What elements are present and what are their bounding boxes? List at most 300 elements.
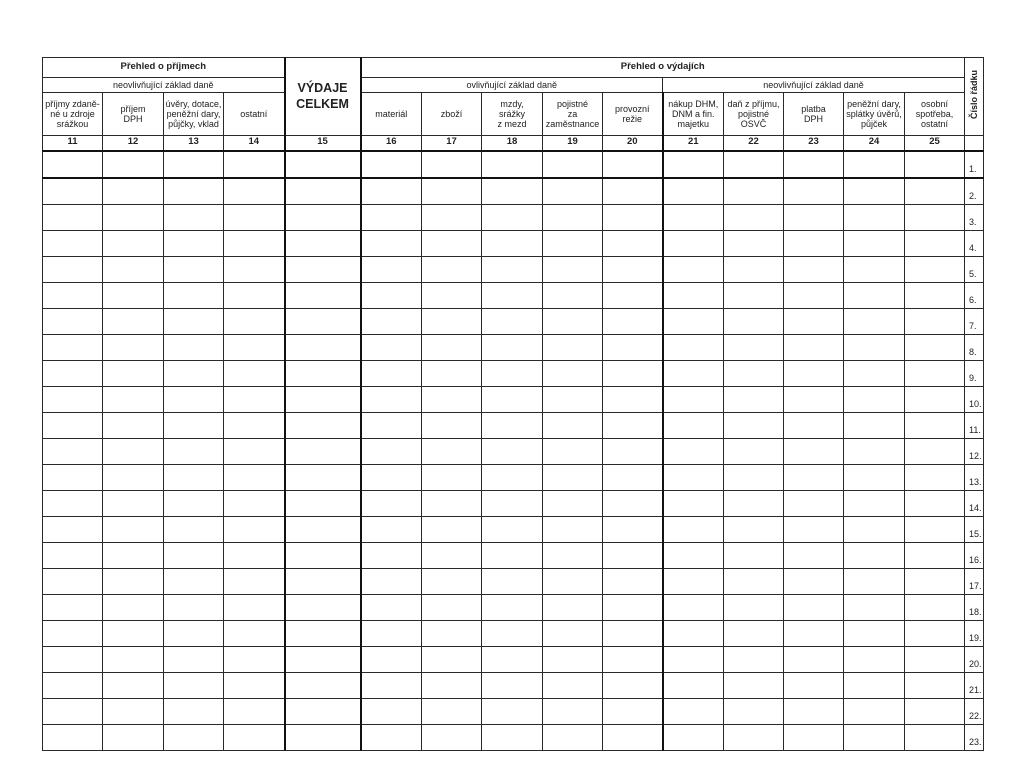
ledger-cell[interactable] [543, 151, 603, 178]
ledger-cell[interactable] [422, 360, 482, 386]
ledger-cell[interactable] [784, 698, 844, 724]
ledger-cell[interactable] [361, 204, 422, 230]
ledger-cell[interactable] [164, 412, 224, 438]
ledger-cell[interactable] [663, 516, 724, 542]
ledger-cell[interactable] [285, 334, 361, 360]
ledger-cell[interactable] [482, 724, 543, 750]
ledger-cell[interactable] [361, 620, 422, 646]
ledger-cell[interactable] [422, 230, 482, 256]
ledger-cell[interactable] [224, 490, 285, 516]
ledger-cell[interactable] [285, 412, 361, 438]
ledger-cell[interactable] [361, 568, 422, 594]
ledger-cell[interactable] [784, 308, 844, 334]
ledger-cell[interactable] [543, 204, 603, 230]
ledger-cell[interactable] [482, 594, 543, 620]
ledger-cell[interactable] [844, 620, 905, 646]
ledger-cell[interactable] [285, 386, 361, 412]
ledger-cell[interactable] [482, 672, 543, 698]
ledger-cell[interactable] [663, 672, 724, 698]
ledger-cell[interactable] [224, 204, 285, 230]
ledger-cell[interactable] [784, 282, 844, 308]
ledger-cell[interactable] [663, 698, 724, 724]
ledger-cell[interactable] [224, 334, 285, 360]
ledger-cell[interactable] [103, 646, 164, 672]
ledger-cell[interactable] [422, 204, 482, 230]
ledger-cell[interactable] [543, 698, 603, 724]
ledger-cell[interactable] [43, 360, 103, 386]
ledger-cell[interactable] [724, 282, 784, 308]
ledger-cell[interactable] [43, 230, 103, 256]
ledger-cell[interactable] [285, 620, 361, 646]
ledger-cell[interactable] [543, 542, 603, 568]
ledger-cell[interactable] [724, 412, 784, 438]
ledger-cell[interactable] [43, 412, 103, 438]
ledger-cell[interactable] [603, 178, 663, 205]
ledger-cell[interactable] [43, 620, 103, 646]
ledger-cell[interactable] [482, 282, 543, 308]
ledger-cell[interactable] [224, 724, 285, 750]
ledger-cell[interactable] [784, 204, 844, 230]
ledger-cell[interactable] [164, 386, 224, 412]
ledger-cell[interactable] [784, 412, 844, 438]
ledger-cell[interactable] [603, 464, 663, 490]
ledger-cell[interactable] [724, 672, 784, 698]
ledger-cell[interactable] [43, 516, 103, 542]
ledger-cell[interactable] [164, 490, 224, 516]
ledger-cell[interactable] [724, 360, 784, 386]
ledger-cell[interactable] [844, 568, 905, 594]
ledger-cell[interactable] [164, 334, 224, 360]
ledger-cell[interactable] [224, 594, 285, 620]
ledger-cell[interactable] [164, 620, 224, 646]
ledger-cell[interactable] [285, 568, 361, 594]
ledger-cell[interactable] [103, 516, 164, 542]
ledger-cell[interactable] [663, 178, 724, 205]
ledger-cell[interactable] [663, 646, 724, 672]
ledger-cell[interactable] [543, 308, 603, 334]
ledger-cell[interactable] [361, 516, 422, 542]
ledger-cell[interactable] [285, 178, 361, 205]
ledger-cell[interactable] [784, 178, 844, 205]
ledger-cell[interactable] [422, 646, 482, 672]
ledger-cell[interactable] [224, 516, 285, 542]
ledger-cell[interactable] [164, 282, 224, 308]
ledger-cell[interactable] [224, 282, 285, 308]
ledger-cell[interactable] [103, 151, 164, 178]
ledger-cell[interactable] [422, 490, 482, 516]
ledger-cell[interactable] [905, 438, 965, 464]
ledger-cell[interactable] [103, 464, 164, 490]
ledger-cell[interactable] [43, 568, 103, 594]
ledger-cell[interactable] [164, 542, 224, 568]
ledger-cell[interactable] [361, 308, 422, 334]
ledger-cell[interactable] [543, 646, 603, 672]
ledger-cell[interactable] [663, 230, 724, 256]
ledger-cell[interactable] [844, 698, 905, 724]
ledger-cell[interactable] [784, 490, 844, 516]
ledger-cell[interactable] [844, 204, 905, 230]
ledger-cell[interactable] [422, 542, 482, 568]
ledger-cell[interactable] [844, 516, 905, 542]
ledger-cell[interactable] [482, 438, 543, 464]
ledger-cell[interactable] [543, 256, 603, 282]
ledger-cell[interactable] [361, 386, 422, 412]
ledger-cell[interactable] [361, 230, 422, 256]
ledger-cell[interactable] [724, 178, 784, 205]
ledger-cell[interactable] [724, 620, 784, 646]
ledger-cell[interactable] [422, 308, 482, 334]
ledger-cell[interactable] [905, 490, 965, 516]
ledger-cell[interactable] [905, 568, 965, 594]
ledger-cell[interactable] [543, 724, 603, 750]
ledger-cell[interactable] [905, 724, 965, 750]
ledger-cell[interactable] [361, 360, 422, 386]
ledger-cell[interactable] [603, 594, 663, 620]
ledger-cell[interactable] [724, 542, 784, 568]
ledger-cell[interactable] [482, 334, 543, 360]
ledger-cell[interactable] [361, 698, 422, 724]
ledger-cell[interactable] [844, 360, 905, 386]
ledger-cell[interactable] [905, 151, 965, 178]
ledger-cell[interactable] [844, 386, 905, 412]
ledger-cell[interactable] [224, 620, 285, 646]
ledger-cell[interactable] [844, 412, 905, 438]
ledger-cell[interactable] [784, 334, 844, 360]
ledger-cell[interactable] [285, 646, 361, 672]
ledger-cell[interactable] [603, 724, 663, 750]
ledger-cell[interactable] [164, 698, 224, 724]
ledger-cell[interactable] [844, 282, 905, 308]
ledger-cell[interactable] [422, 178, 482, 205]
ledger-cell[interactable] [724, 438, 784, 464]
ledger-cell[interactable] [361, 672, 422, 698]
ledger-cell[interactable] [543, 620, 603, 646]
ledger-cell[interactable] [784, 464, 844, 490]
ledger-cell[interactable] [422, 594, 482, 620]
ledger-cell[interactable] [164, 230, 224, 256]
ledger-cell[interactable] [724, 256, 784, 282]
ledger-cell[interactable] [103, 568, 164, 594]
ledger-cell[interactable] [164, 360, 224, 386]
ledger-cell[interactable] [784, 386, 844, 412]
ledger-cell[interactable] [285, 672, 361, 698]
ledger-cell[interactable] [422, 256, 482, 282]
ledger-cell[interactable] [603, 698, 663, 724]
ledger-cell[interactable] [905, 672, 965, 698]
ledger-cell[interactable] [285, 151, 361, 178]
ledger-cell[interactable] [482, 230, 543, 256]
ledger-cell[interactable] [724, 308, 784, 334]
ledger-cell[interactable] [164, 724, 224, 750]
ledger-cell[interactable] [422, 698, 482, 724]
ledger-cell[interactable] [103, 724, 164, 750]
ledger-cell[interactable] [164, 178, 224, 205]
ledger-cell[interactable] [43, 724, 103, 750]
ledger-cell[interactable] [103, 438, 164, 464]
ledger-cell[interactable] [603, 386, 663, 412]
ledger-cell[interactable] [422, 282, 482, 308]
ledger-cell[interactable] [43, 672, 103, 698]
ledger-cell[interactable] [724, 568, 784, 594]
ledger-cell[interactable] [103, 334, 164, 360]
ledger-cell[interactable] [724, 464, 784, 490]
ledger-cell[interactable] [103, 698, 164, 724]
ledger-cell[interactable] [844, 438, 905, 464]
ledger-cell[interactable] [224, 360, 285, 386]
ledger-cell[interactable] [784, 542, 844, 568]
ledger-cell[interactable] [164, 672, 224, 698]
ledger-cell[interactable] [422, 464, 482, 490]
ledger-cell[interactable] [663, 724, 724, 750]
ledger-cell[interactable] [844, 334, 905, 360]
ledger-cell[interactable] [905, 620, 965, 646]
ledger-cell[interactable] [603, 672, 663, 698]
ledger-cell[interactable] [663, 282, 724, 308]
ledger-cell[interactable] [543, 178, 603, 205]
ledger-cell[interactable] [103, 230, 164, 256]
ledger-cell[interactable] [361, 282, 422, 308]
ledger-cell[interactable] [603, 256, 663, 282]
ledger-cell[interactable] [905, 230, 965, 256]
ledger-cell[interactable] [285, 438, 361, 464]
ledger-cell[interactable] [724, 594, 784, 620]
ledger-cell[interactable] [603, 204, 663, 230]
ledger-cell[interactable] [164, 568, 224, 594]
ledger-cell[interactable] [43, 151, 103, 178]
ledger-cell[interactable] [482, 698, 543, 724]
ledger-cell[interactable] [543, 490, 603, 516]
ledger-cell[interactable] [543, 672, 603, 698]
ledger-cell[interactable] [663, 594, 724, 620]
ledger-cell[interactable] [784, 672, 844, 698]
ledger-cell[interactable] [43, 204, 103, 230]
ledger-cell[interactable] [224, 230, 285, 256]
ledger-cell[interactable] [905, 178, 965, 205]
ledger-cell[interactable] [844, 178, 905, 205]
ledger-cell[interactable] [905, 334, 965, 360]
ledger-cell[interactable] [663, 438, 724, 464]
ledger-cell[interactable] [103, 256, 164, 282]
ledger-cell[interactable] [784, 594, 844, 620]
ledger-cell[interactable] [543, 516, 603, 542]
ledger-cell[interactable] [905, 516, 965, 542]
ledger-cell[interactable] [103, 542, 164, 568]
ledger-cell[interactable] [603, 360, 663, 386]
ledger-cell[interactable] [103, 386, 164, 412]
ledger-cell[interactable] [224, 698, 285, 724]
ledger-cell[interactable] [43, 256, 103, 282]
ledger-cell[interactable] [724, 151, 784, 178]
ledger-cell[interactable] [543, 230, 603, 256]
ledger-cell[interactable] [905, 594, 965, 620]
ledger-cell[interactable] [543, 464, 603, 490]
ledger-cell[interactable] [603, 230, 663, 256]
ledger-cell[interactable] [43, 386, 103, 412]
ledger-cell[interactable] [543, 412, 603, 438]
ledger-cell[interactable] [361, 490, 422, 516]
ledger-cell[interactable] [603, 542, 663, 568]
ledger-cell[interactable] [361, 594, 422, 620]
ledger-cell[interactable] [663, 308, 724, 334]
ledger-cell[interactable] [663, 490, 724, 516]
ledger-cell[interactable] [724, 204, 784, 230]
ledger-cell[interactable] [482, 620, 543, 646]
ledger-cell[interactable] [422, 412, 482, 438]
ledger-cell[interactable] [164, 308, 224, 334]
ledger-cell[interactable] [543, 594, 603, 620]
ledger-cell[interactable] [422, 516, 482, 542]
ledger-cell[interactable] [422, 386, 482, 412]
ledger-cell[interactable] [361, 542, 422, 568]
ledger-cell[interactable] [422, 151, 482, 178]
ledger-cell[interactable] [905, 464, 965, 490]
ledger-cell[interactable] [224, 646, 285, 672]
ledger-cell[interactable] [844, 490, 905, 516]
ledger-cell[interactable] [844, 672, 905, 698]
ledger-cell[interactable] [543, 568, 603, 594]
ledger-cell[interactable] [784, 620, 844, 646]
ledger-cell[interactable] [663, 256, 724, 282]
ledger-cell[interactable] [784, 230, 844, 256]
ledger-cell[interactable] [784, 568, 844, 594]
ledger-cell[interactable] [543, 438, 603, 464]
ledger-cell[interactable] [103, 282, 164, 308]
ledger-cell[interactable] [103, 672, 164, 698]
ledger-cell[interactable] [844, 230, 905, 256]
ledger-cell[interactable] [422, 672, 482, 698]
ledger-cell[interactable] [784, 516, 844, 542]
ledger-cell[interactable] [43, 438, 103, 464]
ledger-cell[interactable] [603, 282, 663, 308]
ledger-cell[interactable] [603, 438, 663, 464]
ledger-cell[interactable] [844, 542, 905, 568]
ledger-cell[interactable] [361, 646, 422, 672]
ledger-cell[interactable] [361, 724, 422, 750]
ledger-cell[interactable] [784, 724, 844, 750]
ledger-cell[interactable] [422, 334, 482, 360]
ledger-cell[interactable] [103, 360, 164, 386]
ledger-cell[interactable] [103, 178, 164, 205]
ledger-cell[interactable] [103, 204, 164, 230]
ledger-cell[interactable] [361, 256, 422, 282]
ledger-cell[interactable] [482, 490, 543, 516]
ledger-cell[interactable] [905, 360, 965, 386]
ledger-cell[interactable] [663, 334, 724, 360]
ledger-cell[interactable] [285, 256, 361, 282]
ledger-cell[interactable] [285, 698, 361, 724]
ledger-cell[interactable] [905, 308, 965, 334]
ledger-cell[interactable] [224, 178, 285, 205]
ledger-cell[interactable] [724, 516, 784, 542]
ledger-cell[interactable] [482, 256, 543, 282]
ledger-cell[interactable] [543, 386, 603, 412]
ledger-cell[interactable] [844, 646, 905, 672]
ledger-cell[interactable] [724, 386, 784, 412]
ledger-cell[interactable] [285, 464, 361, 490]
ledger-cell[interactable] [543, 360, 603, 386]
ledger-cell[interactable] [103, 620, 164, 646]
ledger-cell[interactable] [663, 386, 724, 412]
ledger-cell[interactable] [905, 204, 965, 230]
ledger-cell[interactable] [164, 204, 224, 230]
ledger-cell[interactable] [285, 308, 361, 334]
ledger-cell[interactable] [103, 308, 164, 334]
ledger-cell[interactable] [361, 151, 422, 178]
ledger-cell[interactable] [724, 230, 784, 256]
ledger-cell[interactable] [285, 724, 361, 750]
ledger-cell[interactable] [361, 438, 422, 464]
ledger-cell[interactable] [224, 151, 285, 178]
ledger-cell[interactable] [103, 412, 164, 438]
ledger-cell[interactable] [43, 178, 103, 205]
ledger-cell[interactable] [422, 724, 482, 750]
ledger-cell[interactable] [422, 438, 482, 464]
ledger-cell[interactable] [164, 438, 224, 464]
ledger-cell[interactable] [103, 594, 164, 620]
ledger-cell[interactable] [663, 620, 724, 646]
ledger-cell[interactable] [482, 568, 543, 594]
ledger-cell[interactable] [482, 412, 543, 438]
ledger-cell[interactable] [482, 646, 543, 672]
ledger-cell[interactable] [482, 308, 543, 334]
ledger-cell[interactable] [724, 334, 784, 360]
ledger-cell[interactable] [224, 542, 285, 568]
ledger-cell[interactable] [43, 698, 103, 724]
ledger-cell[interactable] [43, 464, 103, 490]
ledger-cell[interactable] [164, 516, 224, 542]
ledger-cell[interactable] [844, 724, 905, 750]
ledger-cell[interactable] [482, 204, 543, 230]
ledger-cell[interactable] [905, 256, 965, 282]
ledger-cell[interactable] [603, 151, 663, 178]
ledger-cell[interactable] [482, 386, 543, 412]
ledger-cell[interactable] [285, 516, 361, 542]
ledger-cell[interactable] [784, 438, 844, 464]
ledger-cell[interactable] [285, 204, 361, 230]
ledger-cell[interactable] [603, 308, 663, 334]
ledger-cell[interactable] [543, 282, 603, 308]
ledger-cell[interactable] [164, 646, 224, 672]
ledger-cell[interactable] [844, 308, 905, 334]
ledger-cell[interactable] [43, 646, 103, 672]
ledger-cell[interactable] [905, 412, 965, 438]
ledger-cell[interactable] [663, 204, 724, 230]
ledger-cell[interactable] [285, 594, 361, 620]
ledger-cell[interactable] [905, 542, 965, 568]
ledger-cell[interactable] [361, 464, 422, 490]
ledger-cell[interactable] [543, 334, 603, 360]
ledger-cell[interactable] [663, 542, 724, 568]
ledger-cell[interactable] [43, 334, 103, 360]
ledger-cell[interactable] [43, 308, 103, 334]
ledger-cell[interactable] [724, 724, 784, 750]
ledger-cell[interactable] [224, 568, 285, 594]
ledger-cell[interactable] [43, 594, 103, 620]
ledger-cell[interactable] [482, 360, 543, 386]
ledger-cell[interactable] [224, 256, 285, 282]
ledger-cell[interactable] [482, 151, 543, 178]
ledger-cell[interactable] [285, 230, 361, 256]
ledger-cell[interactable] [663, 464, 724, 490]
ledger-cell[interactable] [43, 282, 103, 308]
ledger-cell[interactable] [784, 360, 844, 386]
ledger-cell[interactable] [724, 698, 784, 724]
ledger-cell[interactable] [844, 594, 905, 620]
ledger-cell[interactable] [663, 360, 724, 386]
ledger-cell[interactable] [905, 698, 965, 724]
ledger-cell[interactable] [224, 672, 285, 698]
ledger-cell[interactable] [603, 334, 663, 360]
